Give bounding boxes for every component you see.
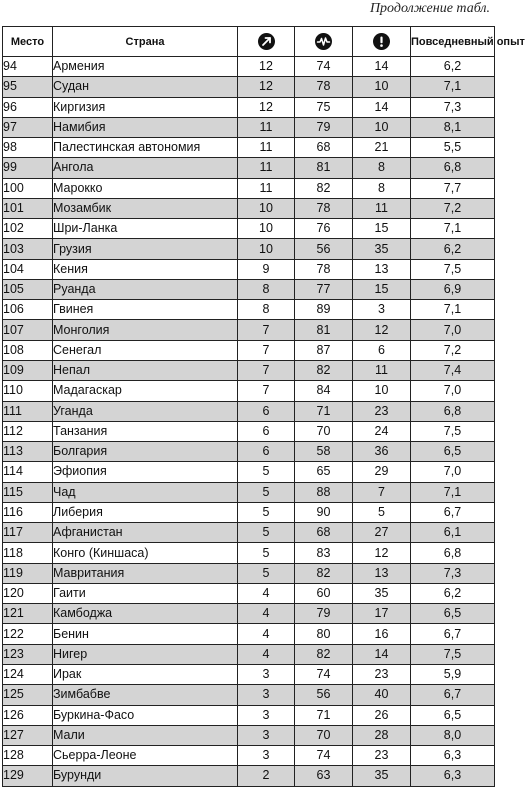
- col1-value-cell: 7: [238, 360, 295, 380]
- table-row: [3, 259, 495, 279]
- country-cell: Шри-Ланка: [53, 219, 238, 239]
- col3-value-cell: 7: [353, 482, 411, 502]
- col3-value-cell: 35: [353, 766, 411, 786]
- country-cell: Палестинская автономия: [53, 138, 238, 158]
- rank-cell: 98: [3, 138, 53, 158]
- col2-value-cell: 71: [295, 401, 353, 421]
- col2-value-cell: 75: [295, 97, 353, 117]
- table-row: [3, 502, 495, 522]
- trend-up-arrow-icon: [258, 33, 275, 50]
- rank-cell: 105: [3, 279, 53, 299]
- col1-value-cell: 6: [238, 421, 295, 441]
- col2-value-cell: 78: [295, 198, 353, 218]
- col1-value-cell: 6: [238, 401, 295, 421]
- table-row: [3, 664, 495, 684]
- col2-value-cell: 80: [295, 624, 353, 644]
- col2-value-cell: 58: [295, 442, 353, 462]
- col3-value-cell: 17: [353, 604, 411, 624]
- table-continuation-caption: Продолжение табл.: [369, 1, 490, 16]
- col1-value-cell: 8: [238, 300, 295, 320]
- rank-cell: 94: [3, 57, 53, 77]
- rank-cell: 101: [3, 198, 53, 218]
- country-cell: Либерия: [53, 502, 238, 522]
- col2-value-cell: 74: [295, 57, 353, 77]
- country-cell: Руанда: [53, 279, 238, 299]
- rank-cell: 107: [3, 320, 53, 340]
- col2-value-cell: 90: [295, 502, 353, 522]
- table-row: [3, 705, 495, 725]
- col1-value-cell: 5: [238, 462, 295, 482]
- col1-value-cell: 7: [238, 320, 295, 340]
- experience-cell: 6,8: [411, 543, 495, 563]
- col1-value-cell: 10: [238, 198, 295, 218]
- col2-value-cell: 56: [295, 685, 353, 705]
- col3-value-cell: 11: [353, 360, 411, 380]
- col2-value-cell: 82: [295, 360, 353, 380]
- experience-cell: 7,3: [411, 563, 495, 583]
- col1-value-cell: 8: [238, 279, 295, 299]
- rank-cell: 106: [3, 300, 53, 320]
- col2-value-cell: 68: [295, 523, 353, 543]
- col2-value-cell: 60: [295, 583, 353, 603]
- country-cell: Зимбабве: [53, 685, 238, 705]
- rank-cell: 104: [3, 259, 53, 279]
- rank-cell: 124: [3, 664, 53, 684]
- col3-value-cell: 24: [353, 421, 411, 441]
- country-cell: Монголия: [53, 320, 238, 340]
- experience-cell: 6,7: [411, 502, 495, 522]
- col1-value-cell: 10: [238, 239, 295, 259]
- table-row: [3, 624, 495, 644]
- country-cell: Ангола: [53, 158, 238, 178]
- rank-cell: 102: [3, 219, 53, 239]
- experience-cell: 7,1: [411, 77, 495, 97]
- col3-value-cell: 8: [353, 178, 411, 198]
- header-rank: Место: [3, 27, 53, 57]
- country-cell: Киргизия: [53, 97, 238, 117]
- table-row: [3, 725, 495, 745]
- col2-value-cell: 74: [295, 746, 353, 766]
- experience-cell: 5,9: [411, 664, 495, 684]
- rank-cell: 126: [3, 705, 53, 725]
- table-row: [3, 482, 495, 502]
- rank-cell: 120: [3, 583, 53, 603]
- col3-value-cell: 15: [353, 219, 411, 239]
- header-experience: Повседневный опыт: [411, 27, 495, 57]
- table-row: [3, 97, 495, 117]
- table-row: [3, 320, 495, 340]
- experience-cell: 8,1: [411, 117, 495, 137]
- table-row: [3, 138, 495, 158]
- col1-value-cell: 4: [238, 624, 295, 644]
- experience-cell: 8,0: [411, 725, 495, 745]
- country-cell: Бурунди: [53, 766, 238, 786]
- table-row: [3, 644, 495, 664]
- country-cell: Танзания: [53, 421, 238, 441]
- table-row: [3, 421, 495, 441]
- experience-cell: 7,7: [411, 178, 495, 198]
- col2-value-cell: 81: [295, 320, 353, 340]
- col3-value-cell: 28: [353, 725, 411, 745]
- col2-value-cell: 82: [295, 644, 353, 664]
- country-cell: Марокко: [53, 178, 238, 198]
- country-cell: Бенин: [53, 624, 238, 644]
- country-cell: Афганистан: [53, 523, 238, 543]
- experience-cell: 7,0: [411, 462, 495, 482]
- col1-value-cell: 10: [238, 219, 295, 239]
- col1-value-cell: 12: [238, 97, 295, 117]
- col2-value-cell: 76: [295, 219, 353, 239]
- country-cell: Гаити: [53, 583, 238, 603]
- rank-cell: 119: [3, 563, 53, 583]
- col2-value-cell: 78: [295, 77, 353, 97]
- col1-value-cell: 7: [238, 340, 295, 360]
- country-cell: Грузия: [53, 239, 238, 259]
- col3-value-cell: 13: [353, 563, 411, 583]
- col1-value-cell: 3: [238, 664, 295, 684]
- col1-value-cell: 5: [238, 502, 295, 522]
- table-row: [3, 583, 495, 603]
- rank-cell: 99: [3, 158, 53, 178]
- rank-cell: 121: [3, 604, 53, 624]
- col3-value-cell: 12: [353, 543, 411, 563]
- col3-value-cell: 12: [353, 320, 411, 340]
- country-cell: Намибия: [53, 117, 238, 137]
- col1-value-cell: 9: [238, 259, 295, 279]
- experience-cell: 6,2: [411, 57, 495, 77]
- rank-cell: 95: [3, 77, 53, 97]
- col2-value-cell: 70: [295, 421, 353, 441]
- experience-cell: 6,1: [411, 523, 495, 543]
- col2-value-cell: 87: [295, 340, 353, 360]
- experience-cell: 7,2: [411, 198, 495, 218]
- col3-value-cell: 14: [353, 644, 411, 664]
- experience-cell: 7,2: [411, 340, 495, 360]
- col3-value-cell: 10: [353, 77, 411, 97]
- table-row: [3, 543, 495, 563]
- col1-value-cell: 3: [238, 705, 295, 725]
- table-row: [3, 239, 495, 259]
- table-row: [3, 77, 495, 97]
- country-cell: Болгария: [53, 442, 238, 462]
- col1-value-cell: 7: [238, 381, 295, 401]
- country-cell: Конго (Киншаса): [53, 543, 238, 563]
- rank-cell: 103: [3, 239, 53, 259]
- col3-value-cell: 8: [353, 158, 411, 178]
- col1-value-cell: 3: [238, 725, 295, 745]
- country-cell: Непал: [53, 360, 238, 380]
- experience-cell: 6,5: [411, 442, 495, 462]
- experience-cell: 6,2: [411, 239, 495, 259]
- col2-value-cell: 70: [295, 725, 353, 745]
- table-row: [3, 442, 495, 462]
- rank-cell: 123: [3, 644, 53, 664]
- country-cell: Камбоджа: [53, 604, 238, 624]
- col2-value-cell: 68: [295, 138, 353, 158]
- rank-cell: 114: [3, 462, 53, 482]
- col3-value-cell: 3: [353, 300, 411, 320]
- table-row: [3, 198, 495, 218]
- country-cell: Судан: [53, 77, 238, 97]
- col1-value-cell: 12: [238, 57, 295, 77]
- country-cell: Гвинея: [53, 300, 238, 320]
- experience-cell: 6,8: [411, 158, 495, 178]
- table-row: [3, 766, 495, 786]
- col1-value-cell: 11: [238, 117, 295, 137]
- col3-value-cell: 15: [353, 279, 411, 299]
- experience-cell: 7,1: [411, 482, 495, 502]
- experience-cell: 7,3: [411, 97, 495, 117]
- rank-cell: 108: [3, 340, 53, 360]
- country-cell: Буркина-Фасо: [53, 705, 238, 725]
- rank-cell: 110: [3, 381, 53, 401]
- table-row: [3, 57, 495, 77]
- col2-value-cell: 84: [295, 381, 353, 401]
- experience-cell: 7,1: [411, 219, 495, 239]
- col1-value-cell: 11: [238, 178, 295, 198]
- experience-cell: 6,9: [411, 279, 495, 299]
- header-col3: [353, 27, 411, 57]
- country-ranking-table: [2, 26, 525, 787]
- col2-value-cell: 79: [295, 604, 353, 624]
- col3-value-cell: 23: [353, 401, 411, 421]
- experience-cell: 7,1: [411, 300, 495, 320]
- rank-cell: 112: [3, 421, 53, 441]
- col1-value-cell: 5: [238, 563, 295, 583]
- col1-value-cell: 3: [238, 685, 295, 705]
- col3-value-cell: 13: [353, 259, 411, 279]
- experience-cell: 6,5: [411, 604, 495, 624]
- table-header-row: [3, 27, 495, 57]
- experience-cell: 7,5: [411, 421, 495, 441]
- country-cell: Нигер: [53, 644, 238, 664]
- experience-cell: 6,8: [411, 401, 495, 421]
- table-row: [3, 158, 495, 178]
- experience-cell: 6,3: [411, 746, 495, 766]
- col3-value-cell: 10: [353, 381, 411, 401]
- rank-cell: 100: [3, 178, 53, 198]
- table-body: [3, 57, 495, 787]
- header-col2: [295, 27, 353, 57]
- rank-cell: 116: [3, 502, 53, 522]
- col2-value-cell: 65: [295, 462, 353, 482]
- table-row: [3, 219, 495, 239]
- col2-value-cell: 56: [295, 239, 353, 259]
- col1-value-cell: 5: [238, 543, 295, 563]
- col3-value-cell: 5: [353, 502, 411, 522]
- table-row: [3, 523, 495, 543]
- country-cell: Мозамбик: [53, 198, 238, 218]
- exclamation-icon: [373, 33, 390, 50]
- country-cell: Эфиопия: [53, 462, 238, 482]
- col2-value-cell: 78: [295, 259, 353, 279]
- experience-cell: 7,5: [411, 644, 495, 664]
- rank-cell: 96: [3, 97, 53, 117]
- rank-cell: 115: [3, 482, 53, 502]
- col3-value-cell: 6: [353, 340, 411, 360]
- col2-value-cell: 79: [295, 117, 353, 137]
- experience-cell: 7,0: [411, 381, 495, 401]
- col2-value-cell: 63: [295, 766, 353, 786]
- col3-value-cell: 23: [353, 746, 411, 766]
- table-row: [3, 563, 495, 583]
- experience-cell: 6,5: [411, 705, 495, 725]
- country-cell: Кения: [53, 259, 238, 279]
- table-row: [3, 604, 495, 624]
- experience-cell: 6,7: [411, 685, 495, 705]
- table-row: [3, 401, 495, 421]
- experience-cell: 6,2: [411, 583, 495, 603]
- col3-value-cell: 35: [353, 583, 411, 603]
- col3-value-cell: 29: [353, 462, 411, 482]
- col3-value-cell: 11: [353, 198, 411, 218]
- country-cell: Мали: [53, 725, 238, 745]
- table-row: [3, 279, 495, 299]
- col2-value-cell: 77: [295, 279, 353, 299]
- rank-cell: 122: [3, 624, 53, 644]
- col3-value-cell: 14: [353, 97, 411, 117]
- col1-value-cell: 11: [238, 138, 295, 158]
- col1-value-cell: 5: [238, 523, 295, 543]
- country-cell: Мавритания: [53, 563, 238, 583]
- rank-cell: 128: [3, 746, 53, 766]
- col2-value-cell: 83: [295, 543, 353, 563]
- col3-value-cell: 21: [353, 138, 411, 158]
- rank-cell: 127: [3, 725, 53, 745]
- rank-cell: 111: [3, 401, 53, 421]
- table-row: [3, 117, 495, 137]
- col2-value-cell: 74: [295, 664, 353, 684]
- heartbeat-wave-icon: [315, 33, 332, 50]
- table-row: [3, 746, 495, 766]
- col2-value-cell: 89: [295, 300, 353, 320]
- col3-value-cell: 10: [353, 117, 411, 137]
- col3-value-cell: 26: [353, 705, 411, 725]
- table-row: [3, 462, 495, 482]
- col2-value-cell: 81: [295, 158, 353, 178]
- experience-cell: 7,0: [411, 320, 495, 340]
- col1-value-cell: 12: [238, 77, 295, 97]
- col1-value-cell: 4: [238, 604, 295, 624]
- experience-cell: 7,4: [411, 360, 495, 380]
- table-row: [3, 685, 495, 705]
- col2-value-cell: 88: [295, 482, 353, 502]
- rank-cell: 97: [3, 117, 53, 137]
- table-row: [3, 178, 495, 198]
- col3-value-cell: 35: [353, 239, 411, 259]
- country-cell: Сьерра-Леоне: [53, 746, 238, 766]
- col1-value-cell: 3: [238, 746, 295, 766]
- col2-value-cell: 82: [295, 178, 353, 198]
- col1-value-cell: 5: [238, 482, 295, 502]
- experience-cell: 5,5: [411, 138, 495, 158]
- experience-cell: 7,5: [411, 259, 495, 279]
- country-cell: Ирак: [53, 664, 238, 684]
- rank-cell: 129: [3, 766, 53, 786]
- rank-cell: 113: [3, 442, 53, 462]
- country-cell: Уганда: [53, 401, 238, 421]
- country-cell: Армения: [53, 57, 238, 77]
- col1-value-cell: 2: [238, 766, 295, 786]
- experience-cell: 6,3: [411, 766, 495, 786]
- col3-value-cell: 40: [353, 685, 411, 705]
- table-row: [3, 340, 495, 360]
- experience-cell: 6,7: [411, 624, 495, 644]
- col1-value-cell: 4: [238, 644, 295, 664]
- col3-value-cell: 36: [353, 442, 411, 462]
- col3-value-cell: 27: [353, 523, 411, 543]
- col3-value-cell: 16: [353, 624, 411, 644]
- table-row: [3, 360, 495, 380]
- col1-value-cell: 11: [238, 158, 295, 178]
- header-col1: [238, 27, 295, 57]
- rank-cell: 118: [3, 543, 53, 563]
- col3-value-cell: 14: [353, 57, 411, 77]
- rank-cell: 117: [3, 523, 53, 543]
- col2-value-cell: 82: [295, 563, 353, 583]
- table-row: [3, 381, 495, 401]
- header-country: Страна: [53, 27, 238, 57]
- country-cell: Сенегал: [53, 340, 238, 360]
- col2-value-cell: 71: [295, 705, 353, 725]
- country-cell: Мадагаскар: [53, 381, 238, 401]
- col1-value-cell: 6: [238, 442, 295, 462]
- rank-cell: 125: [3, 685, 53, 705]
- country-cell: Чад: [53, 482, 238, 502]
- table-row: [3, 300, 495, 320]
- rank-cell: 109: [3, 360, 53, 380]
- col1-value-cell: 4: [238, 583, 295, 603]
- col3-value-cell: 23: [353, 664, 411, 684]
